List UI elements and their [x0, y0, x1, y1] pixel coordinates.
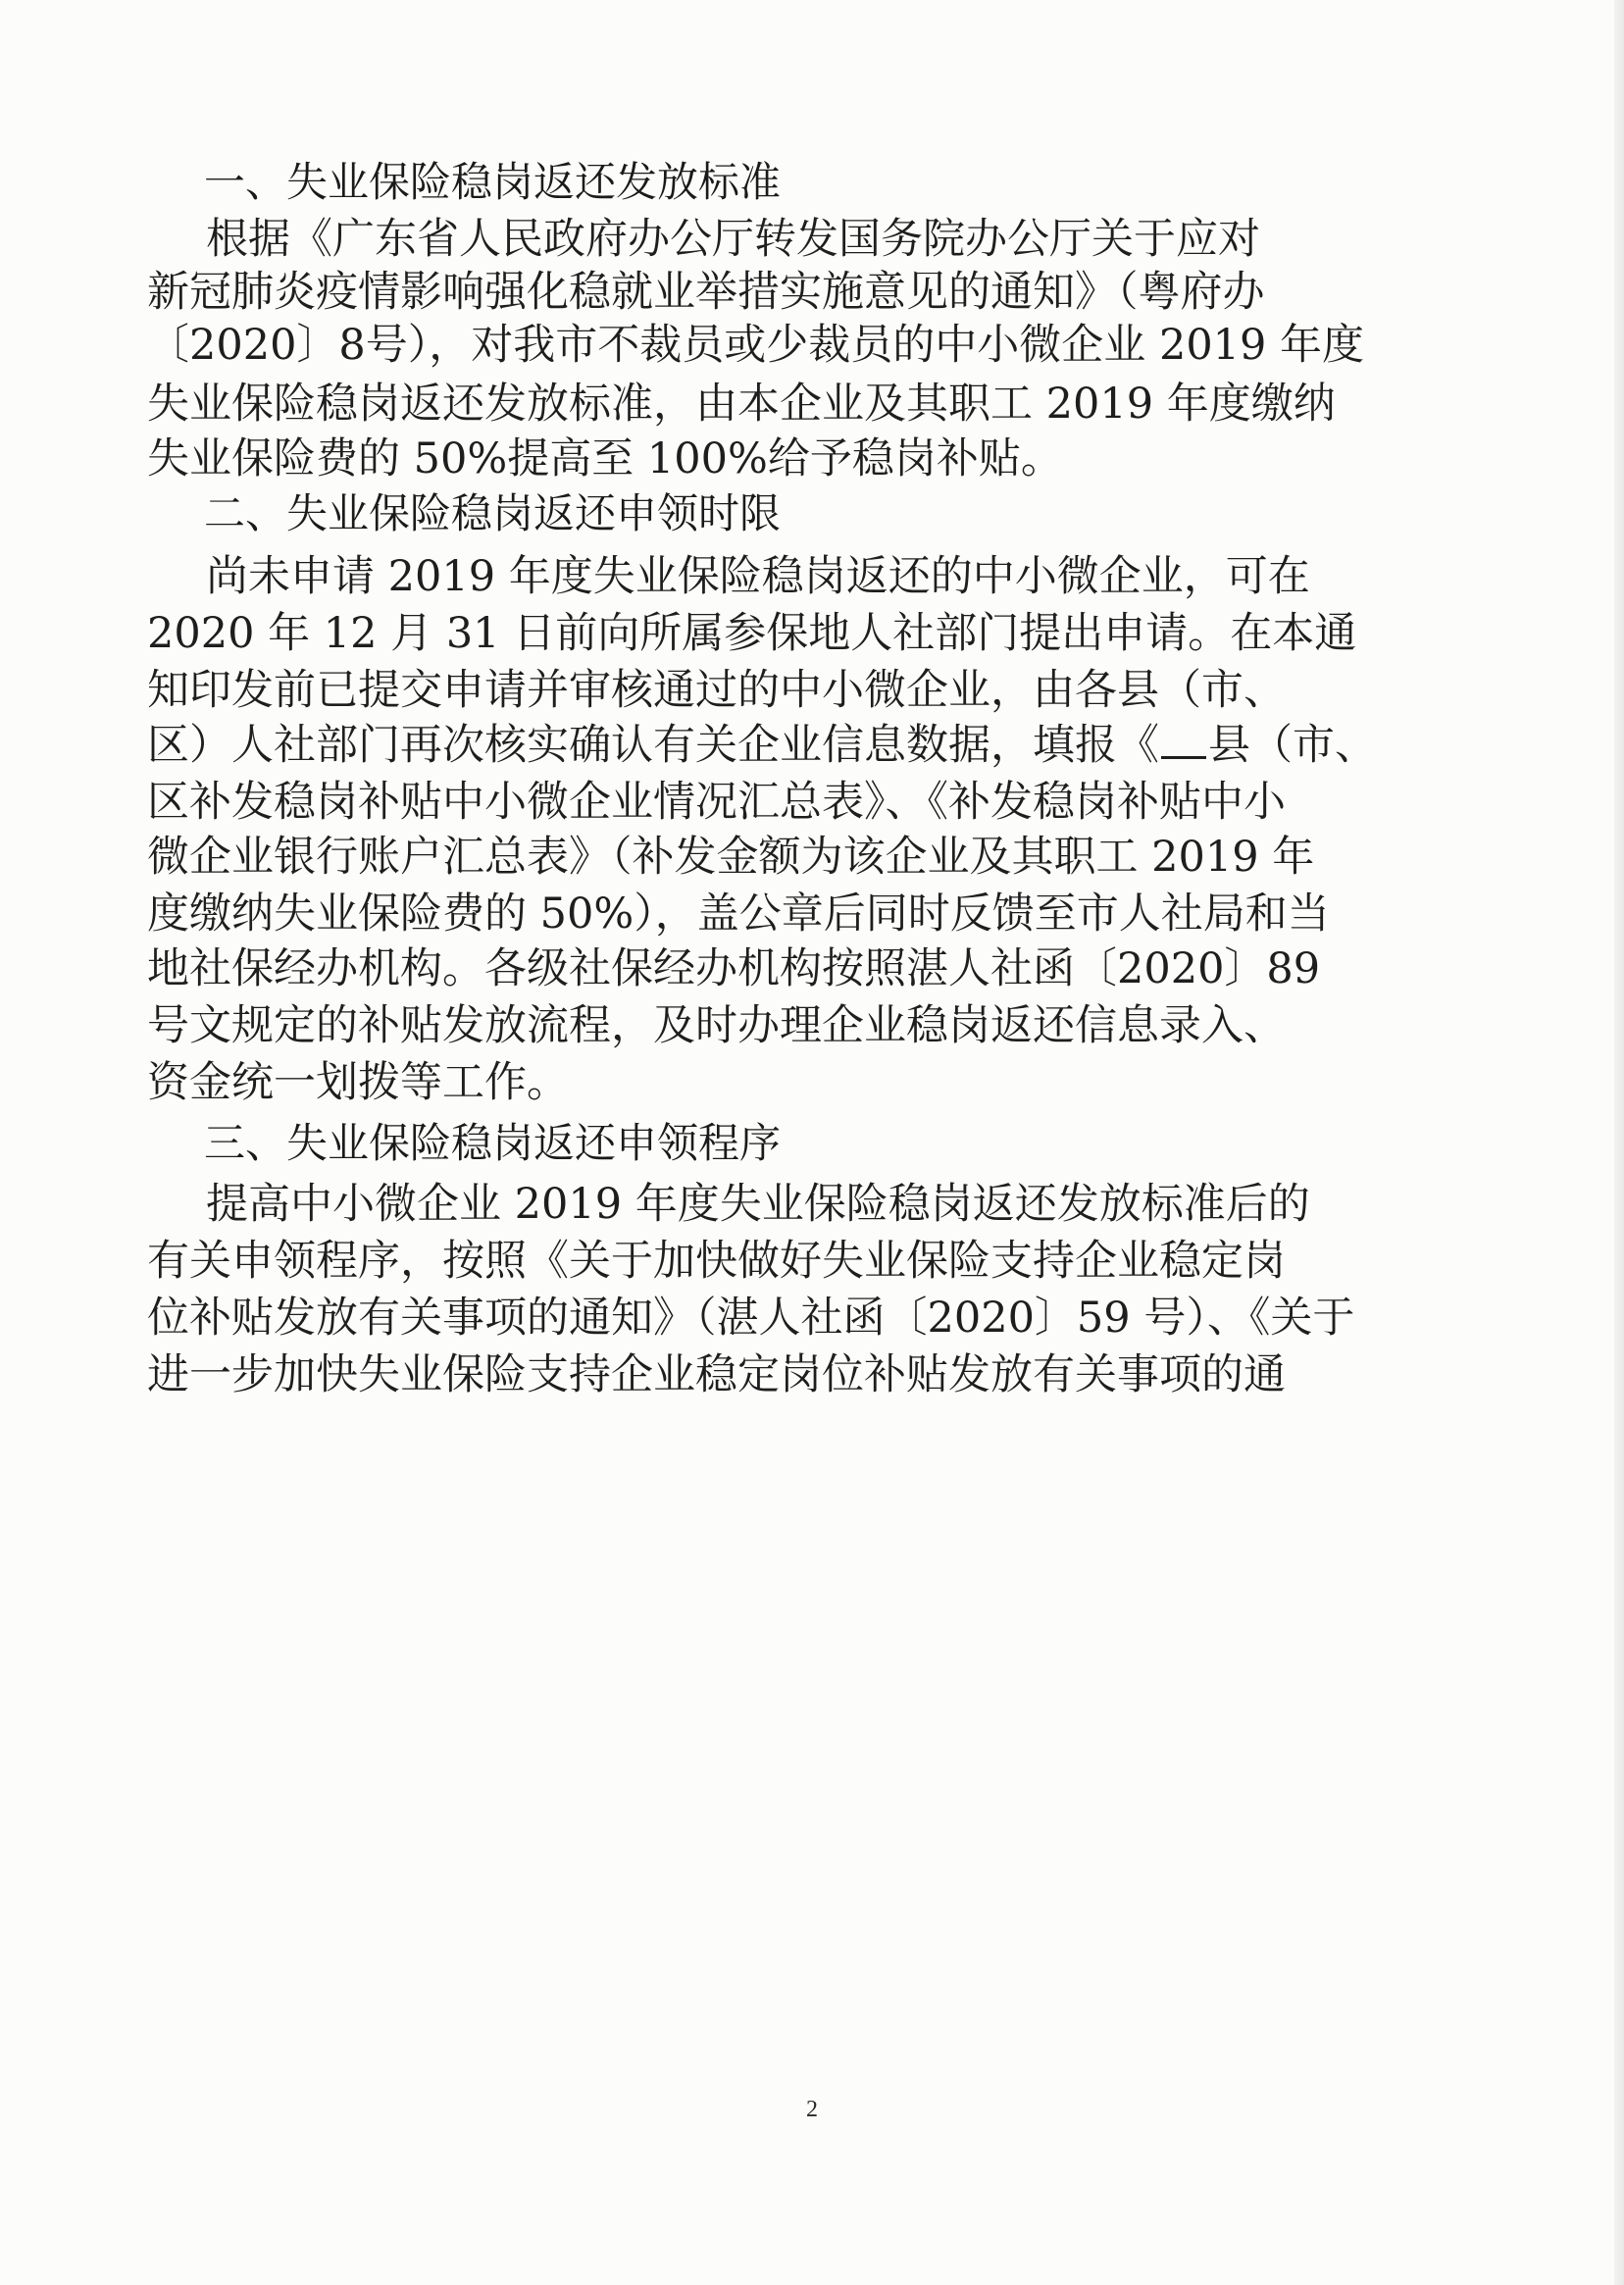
page-number: 2 [806, 2097, 818, 2122]
section-3-text-line: 位补贴发放有关事项的通知》（湛人社函〔2020〕59 号）、《关于 [147, 1294, 1355, 1343]
section-2-text-line: 尚未申请 2019 年度失业保险稳岗返还的中小微企业，可在 [206, 552, 1310, 601]
section-2-text-line: 2020 年 12 月 31 日前向所属参保地人社部门提出申请。在本通 [147, 609, 1357, 658]
section-3-text-line: 进一步加快失业保险支持企业稳定岗位补贴发放有关事项的通 [147, 1350, 1286, 1399]
section-3-heading: 三、失业保险稳岗返还申领程序 [204, 1119, 782, 1167]
section-2-text-line: 度缴纳失业保险费的 50%），盖公章后同时反馈至市人社局和当 [147, 889, 1330, 939]
section-3-text-line: 提高中小微企业 2019 年度失业保险稳岗返还发放标准后的 [206, 1180, 1310, 1229]
section-1-text-line: 失业保险稳岗返还发放标准，由本企业及其职工 2019 年度缴纳 [147, 380, 1336, 429]
scan-edge [1614, 0, 1624, 2285]
section-1-text-line: 根据《广东省人民政府办公厅转发国务院办公厅关于应对 [206, 215, 1260, 264]
section-2-text-line: 资金统一划拨等工作。 [147, 1058, 569, 1107]
section-2-text-fragment: 区）人社部门再次核实确认有关企业信息数据，填报《 [147, 721, 1159, 770]
fill-in-blank [1161, 727, 1206, 759]
section-2-text-line-with-blank [147, 718, 1377, 773]
section-2-text-fragment: 县（市、 [1208, 721, 1377, 770]
section-3-text-line: 有关申领程序，按照《关于加快做好失业保险支持企业稳定岗 [147, 1237, 1286, 1286]
section-2-text-line: 区补发稳岗补贴中小微企业情况汇总表》、《补发稳岗补贴中小 [147, 778, 1286, 827]
section-2-text-line: 微企业银行账户汇总表》（补发金额为该企业及其职工 2019 年 [147, 833, 1315, 882]
section-2-text-line: 知印发前已提交申请并审核通过的中小微企业，由各县（市、 [147, 666, 1286, 715]
section-2-text-line: 号文规定的补贴发放流程，及时办理企业稳岗返还信息录入、 [147, 1001, 1286, 1050]
section-1-text-line: 失业保险费的 50%提高至 100%给予稳岗补贴。 [147, 434, 1063, 483]
section-1-heading: 一、失业保险稳岗返还发放标准 [204, 158, 782, 206]
section-2-heading: 二、失业保险稳岗返还申领时限 [204, 489, 782, 537]
section-2-text-line: 地社保经办机构。各级社保经办机构按照湛人社函〔2020〕89 [147, 944, 1321, 993]
section-1-text-line: 〔2020〕8号），对我市不裁员或少裁员的中小微企业 2019 年度 [147, 321, 1365, 370]
section-1-text-line: 新冠肺炎疫情影响强化稳就业举措实施意见的通知》（粤府办 [147, 268, 1265, 317]
